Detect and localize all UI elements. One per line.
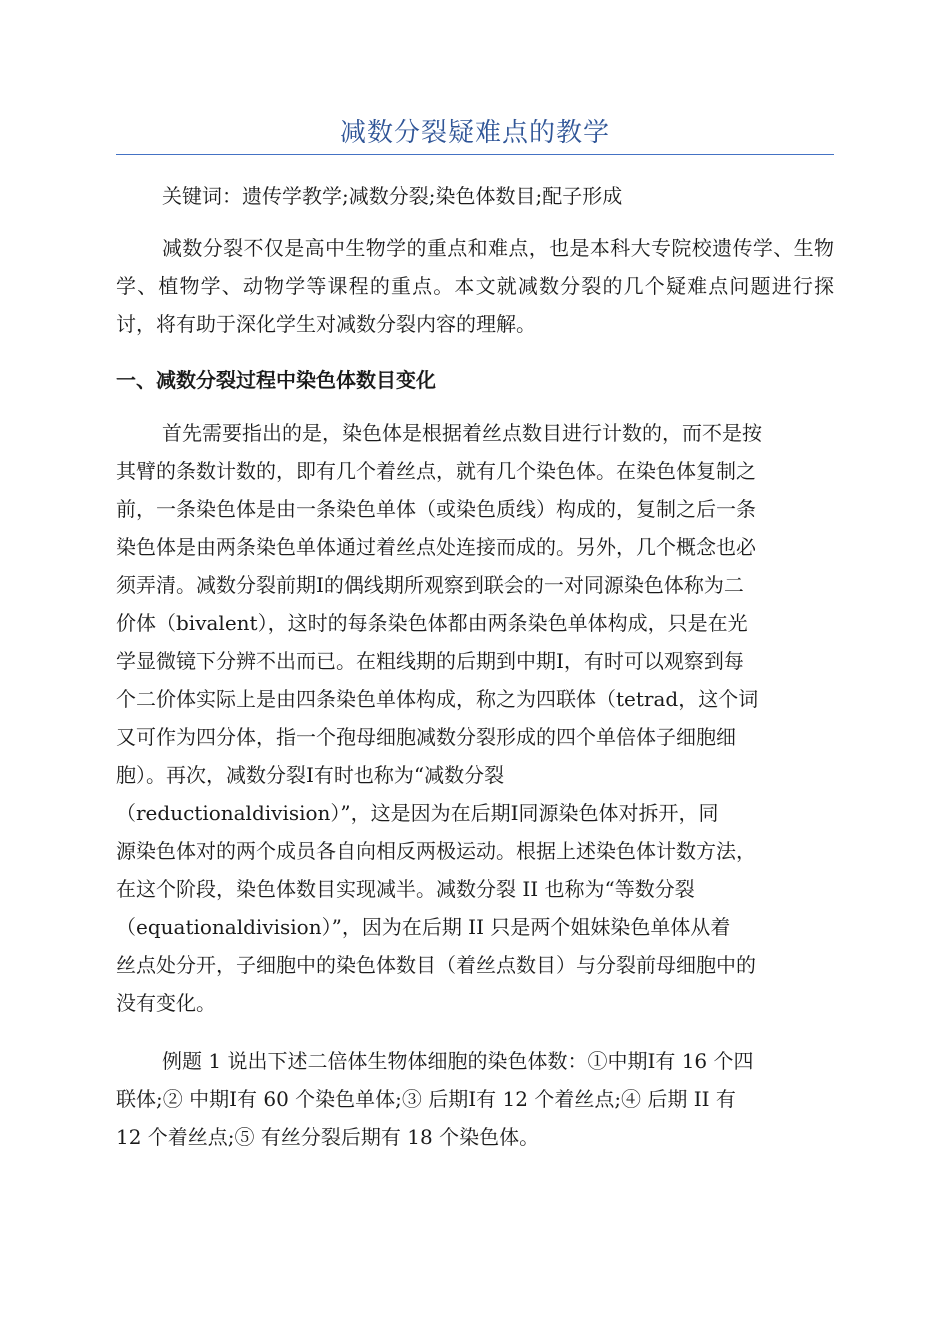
example-line: 例题 1 说出下述二倍体生物体细胞的染色体数：①中期Ⅰ有 16 个四 [162,1049,754,1073]
body-line: 胞）。再次，减数分裂Ⅰ有时也称为“减数分裂 [116,763,505,787]
body-line: 染色体是由两条染色单体通过着丝点处连接而成的。另外，几个概念也必 [116,535,756,559]
keywords-line: 关键词：遗传学教学;减数分裂;染色体数目;配子形成 [162,184,623,208]
body-line: 学显微镜下分辨不出而已。在粗线期的后期到中期Ⅰ，有时可以观察到每 [116,649,744,673]
body-line: 又可作为四分体，指一个孢母细胞减数分裂形成的四个单倍体子细胞细 [116,725,736,749]
body-line: 在这个阶段，染色体数目实现减半。减数分裂 II 也称为“等数分裂 [116,877,695,901]
example-line: 12 个着丝点;⑤ 有丝分裂后期有 18 个染色体。 [116,1125,540,1149]
body-line: 须弄清。减数分裂前期Ⅰ的偶线期所观察到联会的一对同源染色体称为二 [116,573,744,597]
body-line: 没有变化。 [116,991,216,1015]
body-line: 个二价体实际上是由四条染色单体构成，称之为四联体（tetrad，这个词 [116,687,759,711]
example-line: 联体;② 中期Ⅰ有 60 个染色单体;③ 后期Ⅰ有 12 个着丝点;④ 后期 II 有 [116,1087,736,1111]
body-line: 丝点处分开，子细胞中的染色体数目（着丝点数目）与分裂前母细胞中的 [116,953,756,977]
body-line: 源染色体对的两个成员各自向相反两极运动。根据上述染色体计数方法， [116,839,756,863]
section-heading-1: 一、减数分裂过程中染色体数目变化 [116,368,436,392]
intro-paragraph: 减数分裂不仅是高中生物学的重点和难点，也是本科大专院校遗传学、生物学、植物学、动物学等课程的重点。本文就减数分裂的几个疑难点问题进行探讨，将有助于深化学生对减数分裂内容的理解。 [116,236,834,336]
body-line: 前，一条染色体是由一条染色单体（或染色质线）构成的，复制之后一条 [116,497,756,521]
body-line: 价体（bivalent），这时的每条染色体都由两条染色单体构成，只是在光 [116,611,748,635]
section-1-body [116,414,834,1022]
body-line: （equationaldivision）”，因为在后期 II 只是两个姐妹染色单体从着 [116,915,731,939]
body-line: （reductionaldivision）”，这是因为在后期Ⅰ同源染色体对拆开，同 [116,801,719,825]
title-underline [116,154,834,155]
body-line: 首先需要指出的是，染色体是根据着丝点数目进行计数的，而不是按 [162,421,762,445]
document-title: 减数分裂疑难点的教学 [339,118,610,148]
body-line: 其臂的条数计数的，即有几个着丝点，就有几个染色体。在染色体复制之 [116,459,756,483]
example-paragraph [116,1042,834,1156]
